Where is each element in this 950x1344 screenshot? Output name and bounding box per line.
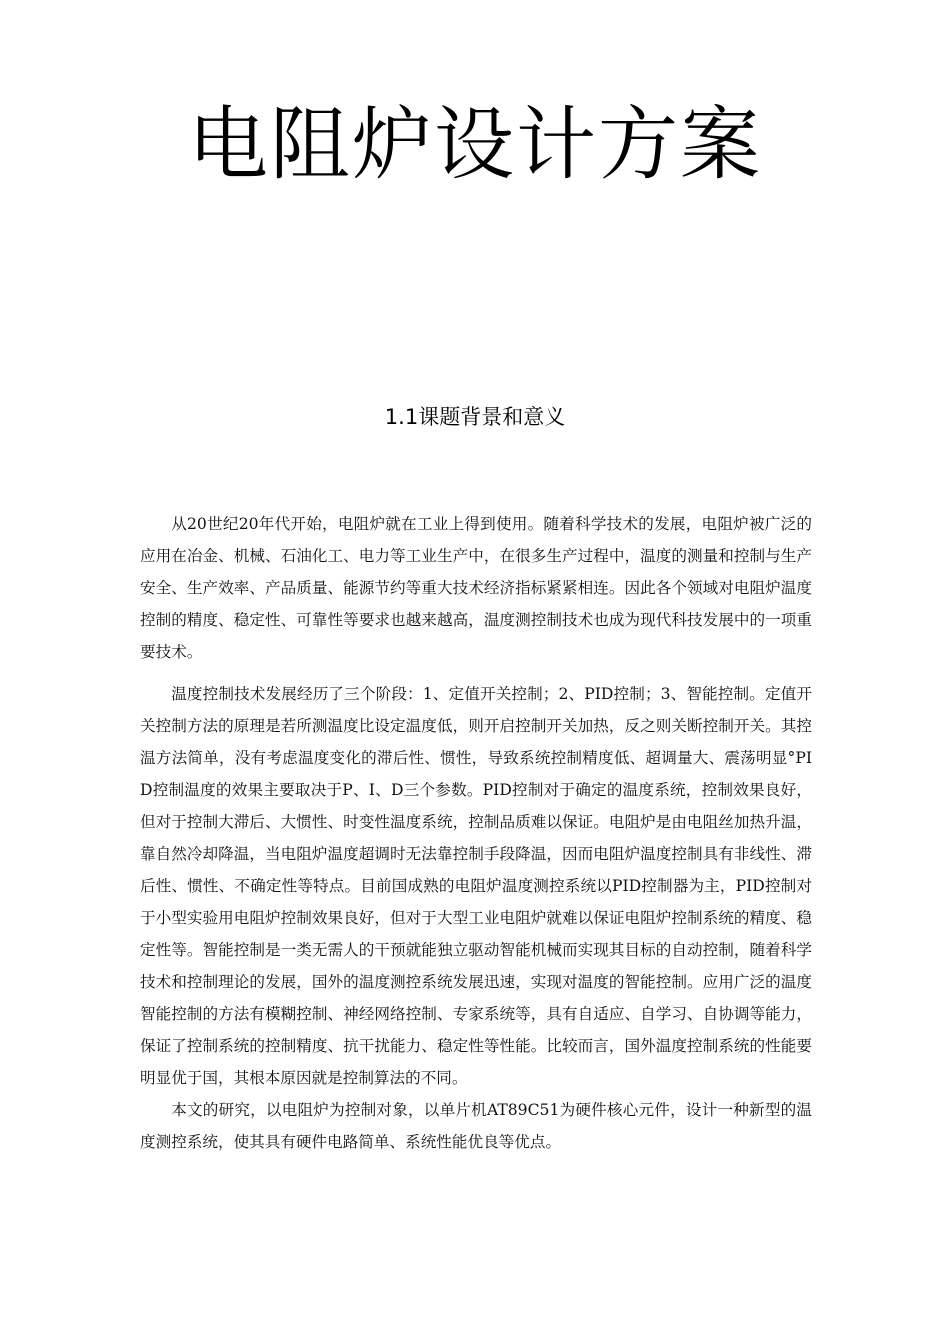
paragraph-control-stages: 温度控制技术发展经历了三个阶段：1、定值开关控制；2、PID控制；3、智能控制。定值开关控制方法的原理是若所测温度比设定温度低，则开启控制开关加热，反之则关断控制开关。其控温方法简单，没有考虑温度变化的滞后性、惯性，导致系统控制精度低、超调量大、震荡明显°PID控制温度的效果主要取决于P、I、D三个参数。PID控制对于确定的温度系统，控制效果良好，但对于控制大滞后、大惯性、时变性温度系统，控制品质难以保证。电阻炉是由电阻丝加热升温，靠自然冷却降温，当电阻炉温度超调时无法靠控制手段降温，因而电阻炉温度控制具有非线性、滞后性、惯性、不确定性等特点。目前国成熟的电阻炉温度测控系统以PID控制器为主，PID控制对于小型实验用电阻炉控制效果良好，但对于大型工业电阻炉就难以保证电阻炉控制系统的精度、稳定性等。智能控制是一类无需人的干预就能独立驱动智能机械而实现其目标的自动控制，随着科学技术和控制理论的发展，国外的温度测控系统发展迅速，实现对温度的智能控制。应用广泛的温度智能控制的方法有模糊控制、神经网络控制、专家系统等，具有自适应、自学习、自协调等能力，保证了控制系统的控制精度、抗干扰能力、稳定性等性能。比较而言，国外温度控制系统的性能要明显优于国，其根本原因就是控制算法的不同。 <box>140 685 812 1087</box>
document-title: 电阻炉设计方案 <box>188 98 762 191</box>
section-heading: 1.1课题背景和意义 <box>384 405 566 429</box>
paragraph-research-scope: 本文的研究，以电阻炉为控制对象，以单片机AT89C51为硬件核心元件，设计一种新型的温度测控系统，使其具有硬件电路简单、系统性能优良等优点。 <box>140 1101 812 1151</box>
body-text <box>140 508 812 1158</box>
paragraph-background: 从20世纪20年代开始，电阻炉就在工业上得到使用。随着科学技术的发展，电阻炉被广泛的应用在冶金、机械、石油化工、电力等工业生产中，在很多生产过程中，温度的测量和控制与生产安全、生产效率、产品质量、能源节约等重大技术经济指标紧紧相连。因此各个领域对电阻炉温度控制的精度、稳定性、可靠性等要求也越来越高，温度测控制技术也成为现代科技发展中的一项重要技术。 <box>140 515 812 661</box>
